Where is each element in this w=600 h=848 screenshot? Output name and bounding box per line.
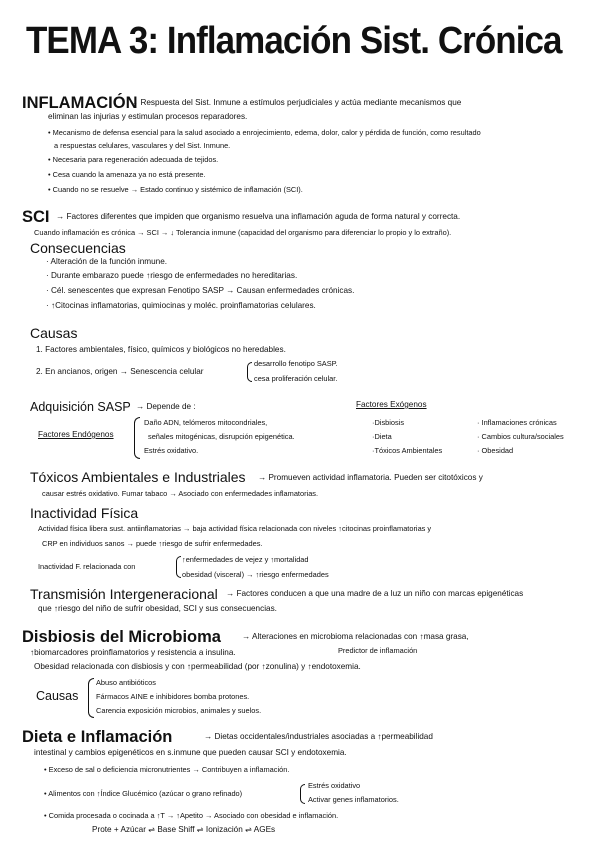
exogeno-col1-1: ·Disbiosis bbox=[372, 418, 405, 427]
inactividad-heading: Inactividad Física bbox=[30, 505, 139, 521]
endogenos-brace bbox=[134, 417, 140, 459]
endogenos-label: Factores Endógenos bbox=[38, 430, 114, 439]
causas-item-1: 1. Factores ambientales, físico, químicos y biológicos no heredables. bbox=[36, 345, 286, 354]
consecuencia-2: · Durante embarazo puede ↑riesgo de enfermedades no hereditarias. bbox=[46, 271, 298, 280]
inflamacion-def-2: eliminan las injurias y estimulan procesos reparadores. bbox=[48, 112, 248, 121]
inactividad-brace bbox=[176, 556, 181, 578]
toxicos-line-1: → Promueven actividad inflamatoria. Pueden ser citotóxicos y bbox=[258, 473, 483, 482]
sci-heading: SCI bbox=[22, 208, 50, 226]
exogenos-label: Factores Exógenos bbox=[356, 400, 427, 409]
disbiosis-causa-2: Fármacos AINE e inhibidores bomba protones. bbox=[96, 692, 250, 701]
dieta-line-2: intestinal y cambios epigenéticos en s.inmune que pueden causar SCI y endotoxemia. bbox=[34, 748, 347, 757]
dieta-bullet-3: • Comida procesada o cocinada a ↑T → ↑Apetito → Asociado con obesidad e inflamación. bbox=[44, 811, 339, 820]
sci-def: → Factores diferentes que impiden que organismo resuelva una inflamación aguda de forma natural y correcta. bbox=[56, 212, 461, 221]
causas-branch-1: desarrollo fenotipo SASP. bbox=[254, 359, 338, 368]
sasp-depende: → Depende de : bbox=[136, 402, 196, 411]
disbiosis-causas-label: Causas bbox=[36, 689, 79, 703]
consecuencia-1: · Alteración de la función inmune. bbox=[46, 257, 168, 266]
inflamacion-bullet-1: • Mecanismo de defensa esencial para la salud asociado a enrojecimiento, edema, dolor, calor y pérdida de función, como resultado bbox=[48, 128, 481, 137]
inactividad-branch-1: ↑enfermedades de vejez y ↑mortalidad bbox=[182, 555, 309, 564]
disbiosis-heading: Disbiosis del Microbioma bbox=[22, 628, 221, 646]
exogeno-col2-3: · Obesidad bbox=[477, 446, 514, 455]
inactividad-label: Inactividad F. relacionada con bbox=[38, 562, 136, 571]
dieta-line-1: → Dietas occidentales/industriales asociadas a ↑permeabilidad bbox=[204, 732, 433, 741]
inflamacion-bullet-2: • Necesaria para regeneración adecuada de tejidos. bbox=[48, 155, 219, 164]
dieta-chain: Prote + Azúcar ⇌ Base Shiff ⇌ Ionización ⇌ AGEs bbox=[92, 825, 276, 834]
causas-item-2: 2. En ancianos, origen → Senescencia celular bbox=[36, 367, 204, 376]
disbiosis-causa-1: Abuso antibióticos bbox=[96, 678, 156, 687]
inflamacion-bullet-4: • Cuando no se resuelve → Estado continuo y sistémico de inflamación (SCI). bbox=[48, 185, 303, 194]
disbiosis-line-3: Obesidad relacionada con disbiosis y con ↑permeabilidad (por ↑zonulina) y ↑endotoxemia. bbox=[34, 662, 361, 671]
toxicos-line-2: causar estrés oxidativo. Fumar tabaco → Asociado con enfermedades inflamatorias. bbox=[42, 489, 319, 498]
disbiosis-causa-3: Carencia exposición microbios, animales y suelos. bbox=[96, 706, 262, 715]
consecuencia-4: · ↑Citocinas inflamatorias, quimiocinas y moléc. proinflamatorias celulares. bbox=[46, 301, 316, 310]
transmision-line-1: → Factores conducen a que una madre de a luz un niño con marcas epigenéticas bbox=[226, 589, 524, 598]
endogeno-3: Estrés oxidativo. bbox=[144, 446, 199, 455]
sasp-heading: Adquisición SASP bbox=[30, 400, 131, 414]
consecuencia-3: · Cél. senescentes que expresan Fenotipo SASP → Causan enfermedades crónicas. bbox=[46, 286, 355, 295]
inactividad-line-1: Actividad física libera sust. antiinflamatorias → baja actividad física relacionada con niveles ↑citocinas proinflamatorias y bbox=[38, 524, 432, 533]
exogeno-col2-2: · Cambios cultura/sociales bbox=[477, 432, 564, 441]
dieta-branch-2: Activar genes inflamatorios. bbox=[308, 795, 399, 804]
causas-branch-2: cesa proliferación celular. bbox=[254, 374, 338, 383]
disbiosis-note: Predictor de inflamación bbox=[338, 646, 418, 655]
dieta-heading: Dieta e Inflamación bbox=[22, 728, 173, 746]
disbiosis-brace bbox=[88, 678, 94, 718]
inactividad-branch-2: obesidad (visceral) → ↑riesgo enfermedades bbox=[182, 570, 329, 579]
inflamacion-heading: INFLAMACIÓN bbox=[22, 94, 138, 112]
page-title: TEMA 3: Inflamación Sist. Crónica bbox=[26, 20, 562, 62]
endogeno-2: señales mitogénicas, disrupción epigenética. bbox=[148, 432, 295, 441]
causas-brace bbox=[247, 362, 252, 382]
disbiosis-line-1: → Alteraciones en microbioma relacionadas con ↑masa grasa, bbox=[242, 632, 469, 641]
transmision-line-2: que ↑riesgo del niño de sufrir obesidad, SCI y sus consecuencias. bbox=[38, 604, 277, 613]
dieta-branch-1: Estrés oxidativo bbox=[308, 781, 361, 790]
dieta-bullet-2: • Alimentos con ↑Índice Glucémico (azúcar o grano refinado) bbox=[44, 789, 243, 798]
endogeno-1: Daño ADN, telómeros mitocondriales, bbox=[144, 418, 268, 427]
exogeno-col1-2: ·Dieta bbox=[372, 432, 392, 441]
dieta-bullet-1: • Exceso de sal o deficiencia micronutrientes → Contribuyen a inflamación. bbox=[44, 765, 290, 774]
dieta-brace bbox=[300, 784, 305, 804]
transmision-heading: Transmisión Intergeneracional bbox=[30, 586, 218, 602]
toxicos-heading: Tóxicos Ambientales e Industriales bbox=[30, 469, 246, 485]
inflamacion-def-1: → Respuesta del Sist. Inmune a estímulos perjudiciales y actúa mediante mecanismos que bbox=[130, 98, 462, 107]
exogeno-col2-1: · Inflamaciones crónicas bbox=[477, 418, 557, 427]
sci-chronic: Cuando inflamación es crónica → SCI → ↓ Tolerancia inmune (capacidad del organismo para diferenciar lo propio y lo extraño). bbox=[34, 228, 452, 237]
causas-heading: Causas bbox=[30, 325, 78, 341]
inflamacion-bullet-1b: a respuestas celulares, vasculares y del Sist. Inmune. bbox=[54, 141, 231, 150]
exogeno-col1-3: ·Tóxicos Ambientales bbox=[372, 446, 443, 455]
inflamacion-bullet-3: • Cesa cuando la amenaza ya no está presente. bbox=[48, 170, 206, 179]
inactividad-line-2: CRP en individuos sanos → puede ↑riesgo de sufrir enfermedades. bbox=[42, 539, 263, 548]
disbiosis-line-2: ↑biomarcadores proinflamatorios y resistencia a insulina. bbox=[30, 648, 236, 657]
consecuencias-heading: Consecuencias bbox=[30, 240, 126, 256]
